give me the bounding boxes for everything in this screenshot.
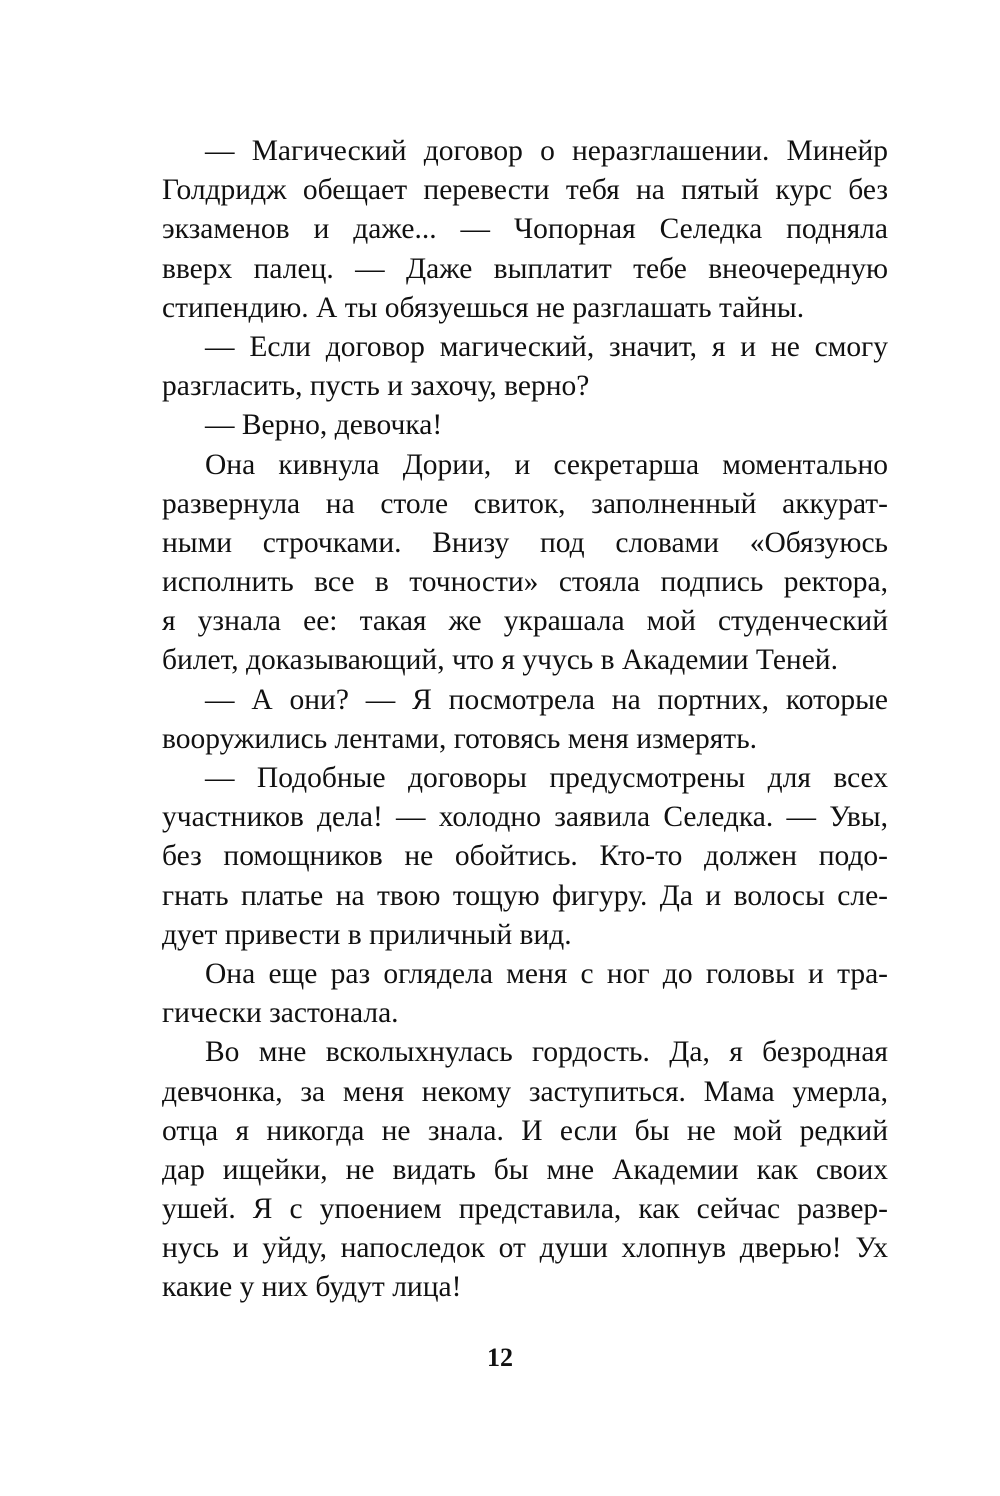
- text-line: — А они? — Я посмотрела на портних, которые: [205, 683, 888, 716]
- paragraph-3: [162, 406, 888, 445]
- text-line: какие у них будут лица!: [162, 1271, 462, 1304]
- text-line: девчонка, за меня некому заступиться. Мама умерла,: [162, 1075, 888, 1108]
- page-number: 12: [487, 1343, 513, 1372]
- text-line: Она кивнула Дории, и секретарша моментально: [205, 448, 888, 481]
- text-line: Во мне всколыхнулась гордость. Да, я безродная: [205, 1036, 888, 1069]
- text-line: билет, доказывающий, что я учусь в Академии Теней.: [162, 644, 838, 677]
- text-line: без помощников не обойтись. Кто-то должен подо-: [162, 840, 888, 873]
- paragraph-2: [162, 328, 888, 406]
- text-line: разгласить, пусть и захочу, верно?: [162, 370, 590, 403]
- paragraph-7: [162, 955, 888, 1033]
- paragraph-6: [162, 759, 888, 955]
- text-line: нусь и уйду, напоследок от души хлопнув дверью! Ух: [162, 1232, 888, 1265]
- text-line: исполнить все в точности» стояла подпись ректора,: [162, 566, 888, 599]
- text-line: дует привести в приличный вид.: [162, 918, 572, 951]
- text-line: ными строчками. Внизу под словами «Обязуюсь: [162, 526, 888, 559]
- text-line: вооружились лентами, готовясь меня измерять.: [162, 722, 758, 755]
- paragraph-1: [162, 132, 888, 328]
- text-line: я узнала ее: такая же украшала мой студенческий: [162, 605, 888, 638]
- paragraph-4: [162, 446, 888, 681]
- text-line: — Если договор магический, значит, я и не смогу: [205, 330, 888, 363]
- paragraph-8: [162, 1033, 888, 1307]
- text-line: — Подобные договоры предусмотрены для всех: [205, 762, 888, 794]
- text-line: вверх палец. — Даже выплатит тебе внеочередную: [162, 252, 888, 285]
- text-line: участников дела! — холодно заявила Селедка. — Увы,: [162, 801, 888, 834]
- text-line: стипендию. А ты обязуешься не разглашать тайны.: [162, 291, 805, 324]
- text-line: развернула на столе свиток, заполненный аккурат-: [162, 487, 888, 520]
- text-line: дар ищейки, не видать бы мне Академии как своих: [162, 1153, 888, 1186]
- text-line: гнать платье на твою тощую фигуру. Да и волосы сле-: [162, 879, 888, 912]
- text-line: Голдридж обещает перевести тебя на пятый курс без: [162, 174, 888, 207]
- text-line: ушей. Я с упоением представила, как сейчас развер-: [162, 1193, 888, 1226]
- text-line: — Магический договор о неразглашении. Минейр: [205, 135, 888, 167]
- paragraph-5: [162, 681, 888, 759]
- text-line: отца я никогда не знала. И если бы не мой редкий: [162, 1114, 888, 1147]
- text-line: экзаменов и даже... — Чопорная Селедка подняла: [162, 213, 888, 246]
- text-line: Она еще раз оглядела меня с ног до головы и тра-: [205, 957, 888, 990]
- text-line: гически застонала.: [162, 997, 399, 1030]
- page-body: [162, 132, 888, 1308]
- text-line: — Верно, девочка!: [205, 409, 443, 442]
